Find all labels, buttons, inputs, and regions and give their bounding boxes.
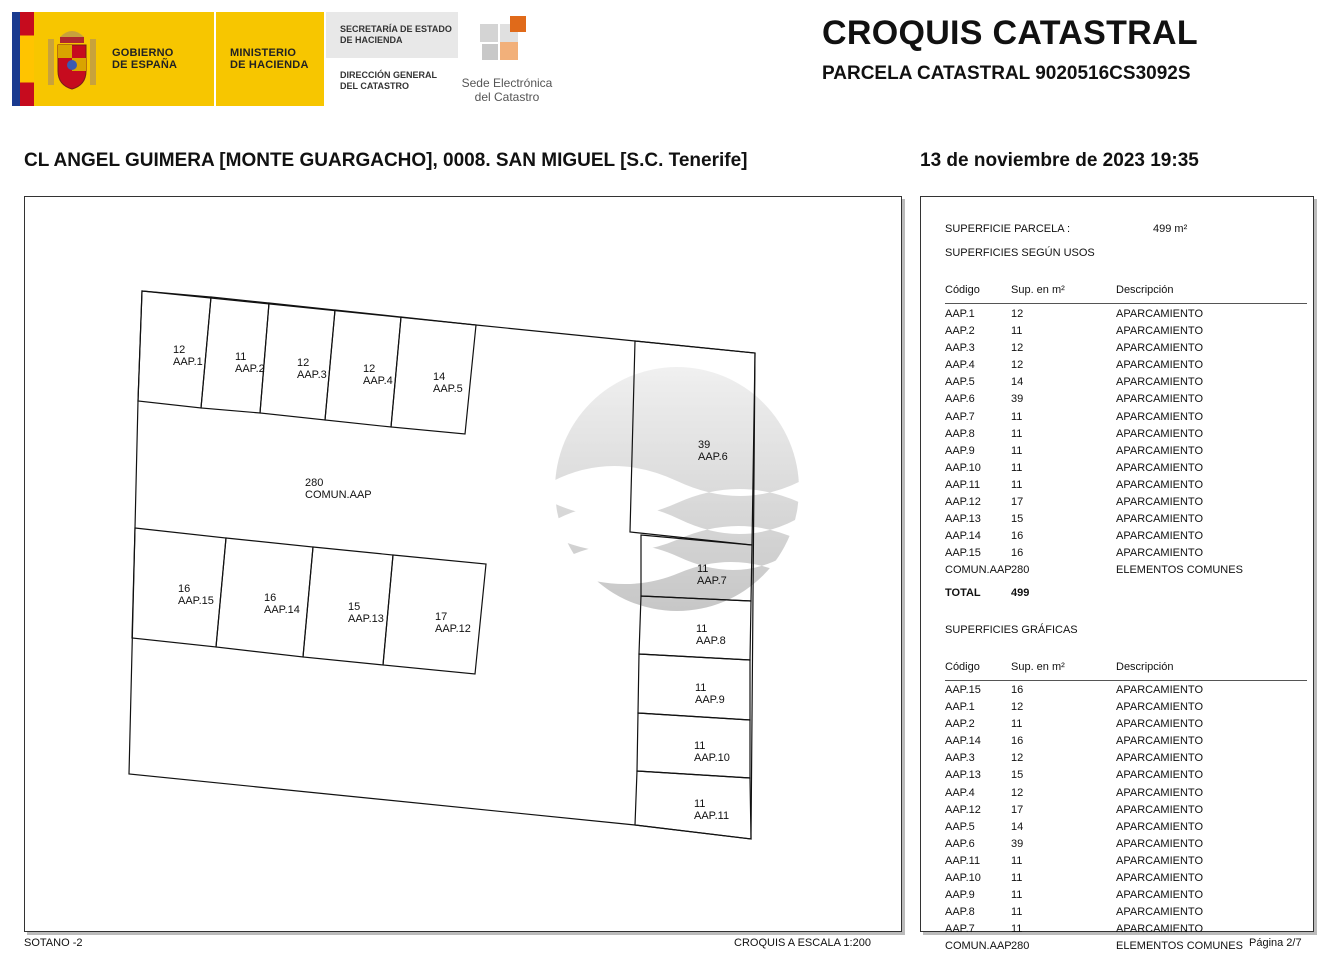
dg-line1: DIRECCIÓN GENERAL bbox=[340, 70, 438, 80]
label-code: AAP.15 bbox=[178, 595, 214, 607]
col-header-desc: Descripción bbox=[1116, 284, 1174, 296]
total-value: 499 bbox=[1011, 587, 1030, 599]
table-row bbox=[945, 374, 1307, 391]
description-cell: ELEMENTOS COMUNES bbox=[1116, 564, 1243, 577]
spain-flag-icon bbox=[12, 12, 34, 106]
label-code: AAP.6 bbox=[698, 451, 728, 463]
catastro-squares-icon bbox=[452, 14, 562, 74]
label-code: AAP.9 bbox=[695, 694, 725, 706]
page-number: Página 2/7 bbox=[1249, 937, 1302, 949]
government-logo bbox=[12, 12, 458, 106]
label-area: 12 bbox=[297, 357, 310, 369]
description-cell: APARCAMIENTO bbox=[1116, 376, 1203, 389]
document-datetime: 13 de noviembre de 2023 19:35 bbox=[920, 150, 1199, 171]
table-row bbox=[945, 887, 1307, 904]
description-cell: APARCAMIENTO bbox=[1116, 718, 1203, 731]
code-cell: AAP.5 bbox=[945, 820, 975, 833]
floor-plan bbox=[25, 197, 901, 931]
label-area: 280 bbox=[305, 477, 324, 489]
label-area: 11 bbox=[696, 623, 708, 635]
description-cell: APARCAMIENTO bbox=[1116, 923, 1203, 936]
col-header-desc: Descripción bbox=[1116, 661, 1174, 673]
graficas-table bbox=[945, 682, 1307, 956]
sec-line2: DE HACIENDA bbox=[340, 35, 403, 45]
surface-cell: 11 bbox=[1011, 427, 1023, 440]
table-row bbox=[945, 699, 1307, 716]
parcel-id: PARCELA CATASTRAL 9020516CS3092S bbox=[822, 63, 1191, 84]
description-cell: APARCAMIENTO bbox=[1116, 769, 1203, 782]
label-code: AAP.1 bbox=[173, 356, 203, 368]
description-cell: APARCAMIENTO bbox=[1116, 444, 1203, 457]
label-area: 11 bbox=[694, 740, 706, 752]
sede-electronica-logo bbox=[452, 14, 562, 106]
description-cell: APARCAMIENTO bbox=[1116, 889, 1203, 902]
ministry-line1: MINISTERIO bbox=[230, 47, 297, 59]
code-cell: AAP.6 bbox=[945, 837, 975, 850]
table-row bbox=[945, 391, 1307, 408]
code-cell: AAP.12 bbox=[945, 496, 981, 509]
surface-cell: 11 bbox=[1011, 444, 1023, 457]
code-cell: COMUN.AAP bbox=[945, 940, 1012, 953]
sede-line2: del Catastro bbox=[474, 90, 540, 104]
code-cell: AAP.11 bbox=[945, 854, 981, 867]
table-row bbox=[945, 443, 1307, 460]
superficie-label: SUPERFICIE PARCELA : bbox=[945, 223, 1071, 235]
label-code: AAP.2 bbox=[235, 363, 265, 375]
description-cell: APARCAMIENTO bbox=[1116, 461, 1203, 474]
label-area: 11 bbox=[695, 682, 707, 694]
surface-cell: 12 bbox=[1011, 786, 1024, 799]
sec-line1: SECRETARÍA DE ESTADO bbox=[340, 24, 452, 34]
label-area: 12 bbox=[363, 363, 376, 375]
gov-line2: DE ESPAÑA bbox=[112, 59, 178, 71]
col-header-code: Código bbox=[945, 284, 980, 296]
surface-cell: 16 bbox=[1011, 684, 1024, 696]
table-row bbox=[945, 921, 1307, 938]
code-cell: AAP.10 bbox=[945, 872, 981, 885]
table-row bbox=[945, 870, 1307, 887]
surface-cell: 16 bbox=[1011, 547, 1024, 560]
table-row bbox=[945, 733, 1307, 750]
label-area: 15 bbox=[348, 601, 361, 613]
catastro-watermark-icon bbox=[553, 367, 801, 611]
property-address: CL ANGEL GUIMERA [MONTE GUARGACHO], 0008. SAN MIGUEL [S.C. Tenerife] bbox=[24, 150, 748, 171]
code-cell: AAP.12 bbox=[945, 803, 981, 816]
table-row bbox=[945, 494, 1307, 511]
secretaria-panel bbox=[326, 12, 458, 106]
code-cell: AAP.11 bbox=[945, 478, 981, 491]
graficas-heading: SUPERFICIES GRÁFICAS bbox=[945, 624, 1078, 636]
description-cell: APARCAMIENTO bbox=[1116, 308, 1203, 320]
surface-cell: 17 bbox=[1011, 803, 1024, 816]
description-cell: APARCAMIENTO bbox=[1116, 803, 1203, 816]
description-cell: APARCAMIENTO bbox=[1116, 478, 1203, 491]
ministry-line2: DE HACIENDA bbox=[230, 59, 309, 71]
code-cell: AAP.13 bbox=[945, 769, 981, 782]
surface-cell: 16 bbox=[1011, 735, 1024, 748]
col-header-sup: Sup. en m² bbox=[1011, 661, 1065, 673]
surface-cell: 11 bbox=[1011, 923, 1023, 936]
code-cell: AAP.1 bbox=[945, 308, 975, 320]
dg-line2: DEL CATASTRO bbox=[340, 81, 409, 91]
table-row bbox=[945, 323, 1307, 340]
code-cell: AAP.4 bbox=[945, 786, 975, 799]
surface-cell: 11 bbox=[1011, 410, 1023, 423]
table-row bbox=[945, 426, 1307, 443]
label-code: AAP.13 bbox=[348, 613, 384, 625]
label-code: AAP.12 bbox=[435, 623, 471, 635]
surface-cell: 11 bbox=[1011, 478, 1023, 491]
table-row bbox=[945, 562, 1307, 579]
surface-cell: 14 bbox=[1011, 376, 1024, 389]
table-row bbox=[945, 460, 1307, 477]
label-area: 16 bbox=[178, 583, 191, 595]
surface-cell: 16 bbox=[1011, 530, 1024, 543]
code-cell: AAP.15 bbox=[945, 684, 981, 696]
label-area: 11 bbox=[694, 798, 706, 810]
code-cell: AAP.2 bbox=[945, 325, 975, 338]
space-aap11 bbox=[635, 771, 751, 839]
surface-cell: 11 bbox=[1011, 325, 1023, 338]
description-cell: APARCAMIENTO bbox=[1116, 820, 1203, 833]
description-cell: APARCAMIENTO bbox=[1116, 872, 1203, 885]
code-cell: AAP.6 bbox=[945, 393, 975, 406]
label-code: AAP.10 bbox=[694, 752, 730, 764]
label-area: 39 bbox=[698, 439, 711, 451]
scale-label: CROQUIS A ESCALA 1:200 bbox=[734, 937, 871, 949]
table-row bbox=[945, 528, 1307, 545]
label-area: 11 bbox=[697, 563, 709, 575]
label-code: AAP.14 bbox=[264, 604, 300, 616]
table-row bbox=[945, 409, 1307, 426]
label-code: AAP.11 bbox=[694, 810, 730, 822]
surface-cell: 14 bbox=[1011, 820, 1024, 833]
table-row bbox=[945, 853, 1307, 870]
usos-table bbox=[945, 306, 1307, 580]
label-code: AAP.4 bbox=[363, 375, 393, 387]
table-row bbox=[945, 802, 1307, 819]
document-title: CROQUIS CATASTRAL bbox=[822, 14, 1198, 52]
surface-cell: 12 bbox=[1011, 308, 1024, 320]
description-cell: APARCAMIENTO bbox=[1116, 854, 1203, 867]
surface-cell: 11 bbox=[1011, 854, 1023, 867]
code-cell: AAP.3 bbox=[945, 342, 975, 355]
surface-cell: 15 bbox=[1011, 769, 1024, 782]
table-row bbox=[945, 904, 1307, 921]
code-cell: AAP.8 bbox=[945, 427, 975, 440]
divider bbox=[945, 680, 1307, 681]
description-cell: APARCAMIENTO bbox=[1116, 530, 1203, 543]
description-cell: APARCAMIENTO bbox=[1116, 359, 1203, 372]
gov-line1: GOBIERNO bbox=[112, 47, 174, 59]
table-row bbox=[945, 716, 1307, 733]
surface-cell: 280 bbox=[1011, 564, 1030, 577]
label-code: AAP.3 bbox=[297, 369, 327, 381]
description-cell: APARCAMIENTO bbox=[1116, 513, 1203, 526]
code-cell: AAP.1 bbox=[945, 701, 975, 714]
divider bbox=[945, 303, 1307, 304]
description-cell: APARCAMIENTO bbox=[1116, 427, 1203, 440]
table-row bbox=[945, 836, 1307, 853]
code-cell: AAP.4 bbox=[945, 359, 975, 372]
table-row bbox=[945, 767, 1307, 784]
label-code: AAP.7 bbox=[697, 575, 727, 587]
table-row bbox=[945, 545, 1307, 562]
code-cell: AAP.15 bbox=[945, 547, 981, 560]
description-cell: APARCAMIENTO bbox=[1116, 547, 1203, 560]
code-cell: AAP.14 bbox=[945, 530, 981, 543]
code-cell: AAP.13 bbox=[945, 513, 981, 526]
table-row bbox=[945, 306, 1307, 323]
floor-level: SOTANO -2 bbox=[24, 937, 83, 949]
code-cell: AAP.9 bbox=[945, 889, 975, 902]
code-cell: AAP.7 bbox=[945, 410, 975, 423]
sede-line1: Sede Electrónica bbox=[461, 76, 553, 90]
description-cell: APARCAMIENTO bbox=[1116, 837, 1203, 850]
label-code: AAP.8 bbox=[696, 635, 726, 647]
description-cell: APARCAMIENTO bbox=[1116, 684, 1203, 696]
description-cell: APARCAMIENTO bbox=[1116, 342, 1203, 355]
label-area: 14 bbox=[433, 371, 446, 383]
surface-cell: 15 bbox=[1011, 513, 1024, 526]
label-area: 12 bbox=[173, 344, 186, 356]
surface-cell: 12 bbox=[1011, 342, 1024, 355]
code-cell: COMUN.AAP bbox=[945, 564, 1012, 577]
total-label: TOTAL bbox=[945, 587, 981, 599]
table-row bbox=[945, 682, 1307, 699]
usos-heading: SUPERFICIES SEGÚN USOS bbox=[945, 247, 1095, 259]
description-cell: APARCAMIENTO bbox=[1116, 393, 1203, 406]
code-cell: AAP.10 bbox=[945, 461, 981, 474]
label-area: 16 bbox=[264, 592, 277, 604]
code-cell: AAP.9 bbox=[945, 444, 975, 457]
cadastral-sketch bbox=[24, 196, 902, 932]
description-cell: APARCAMIENTO bbox=[1116, 786, 1203, 799]
surface-cell: 17 bbox=[1011, 496, 1024, 509]
surface-cell: 11 bbox=[1011, 906, 1023, 919]
label-area: 17 bbox=[435, 611, 448, 623]
description-cell: APARCAMIENTO bbox=[1116, 410, 1203, 423]
code-cell: AAP.8 bbox=[945, 906, 975, 919]
col-header-sup: Sup. en m² bbox=[1011, 284, 1065, 296]
superficie-value: 499 m² bbox=[1153, 223, 1188, 235]
code-cell: AAP.7 bbox=[945, 923, 975, 936]
table-row bbox=[945, 340, 1307, 357]
description-cell: ELEMENTOS COMUNES bbox=[1116, 940, 1243, 953]
table-row bbox=[945, 750, 1307, 767]
surface-cell: 11 bbox=[1011, 872, 1023, 885]
surface-cell: 39 bbox=[1011, 393, 1024, 406]
table-row bbox=[945, 819, 1307, 836]
gobierno-panel bbox=[34, 12, 214, 106]
ministerio-panel bbox=[214, 12, 324, 106]
col-header-code: Código bbox=[945, 661, 980, 673]
surface-cell: 11 bbox=[1011, 461, 1023, 474]
surface-cell: 12 bbox=[1011, 752, 1024, 765]
description-cell: APARCAMIENTO bbox=[1116, 325, 1203, 338]
description-cell: APARCAMIENTO bbox=[1116, 735, 1203, 748]
label-area: 11 bbox=[235, 351, 247, 363]
surface-cell: 39 bbox=[1011, 837, 1024, 850]
surface-cell: 11 bbox=[1011, 889, 1023, 902]
description-cell: APARCAMIENTO bbox=[1116, 701, 1203, 714]
code-cell: AAP.14 bbox=[945, 735, 981, 748]
surface-cell: 280 bbox=[1011, 940, 1030, 953]
description-cell: APARCAMIENTO bbox=[1116, 752, 1203, 765]
description-cell: APARCAMIENTO bbox=[1116, 906, 1203, 919]
coat-of-arms-icon bbox=[42, 23, 102, 95]
table-row bbox=[945, 511, 1307, 528]
label-code: COMUN.AAP bbox=[305, 489, 372, 501]
code-cell: AAP.2 bbox=[945, 718, 975, 731]
table-row bbox=[945, 477, 1307, 494]
surface-cell: 12 bbox=[1011, 359, 1024, 372]
space-aap9 bbox=[638, 654, 750, 720]
description-cell: APARCAMIENTO bbox=[1116, 496, 1203, 509]
surface-cell: 12 bbox=[1011, 701, 1024, 714]
table-row bbox=[945, 785, 1307, 802]
surface-cell: 11 bbox=[1011, 718, 1023, 731]
code-cell: AAP.3 bbox=[945, 752, 975, 765]
label-code: AAP.5 bbox=[433, 383, 463, 395]
table-row bbox=[945, 357, 1307, 374]
code-cell: AAP.5 bbox=[945, 376, 975, 389]
